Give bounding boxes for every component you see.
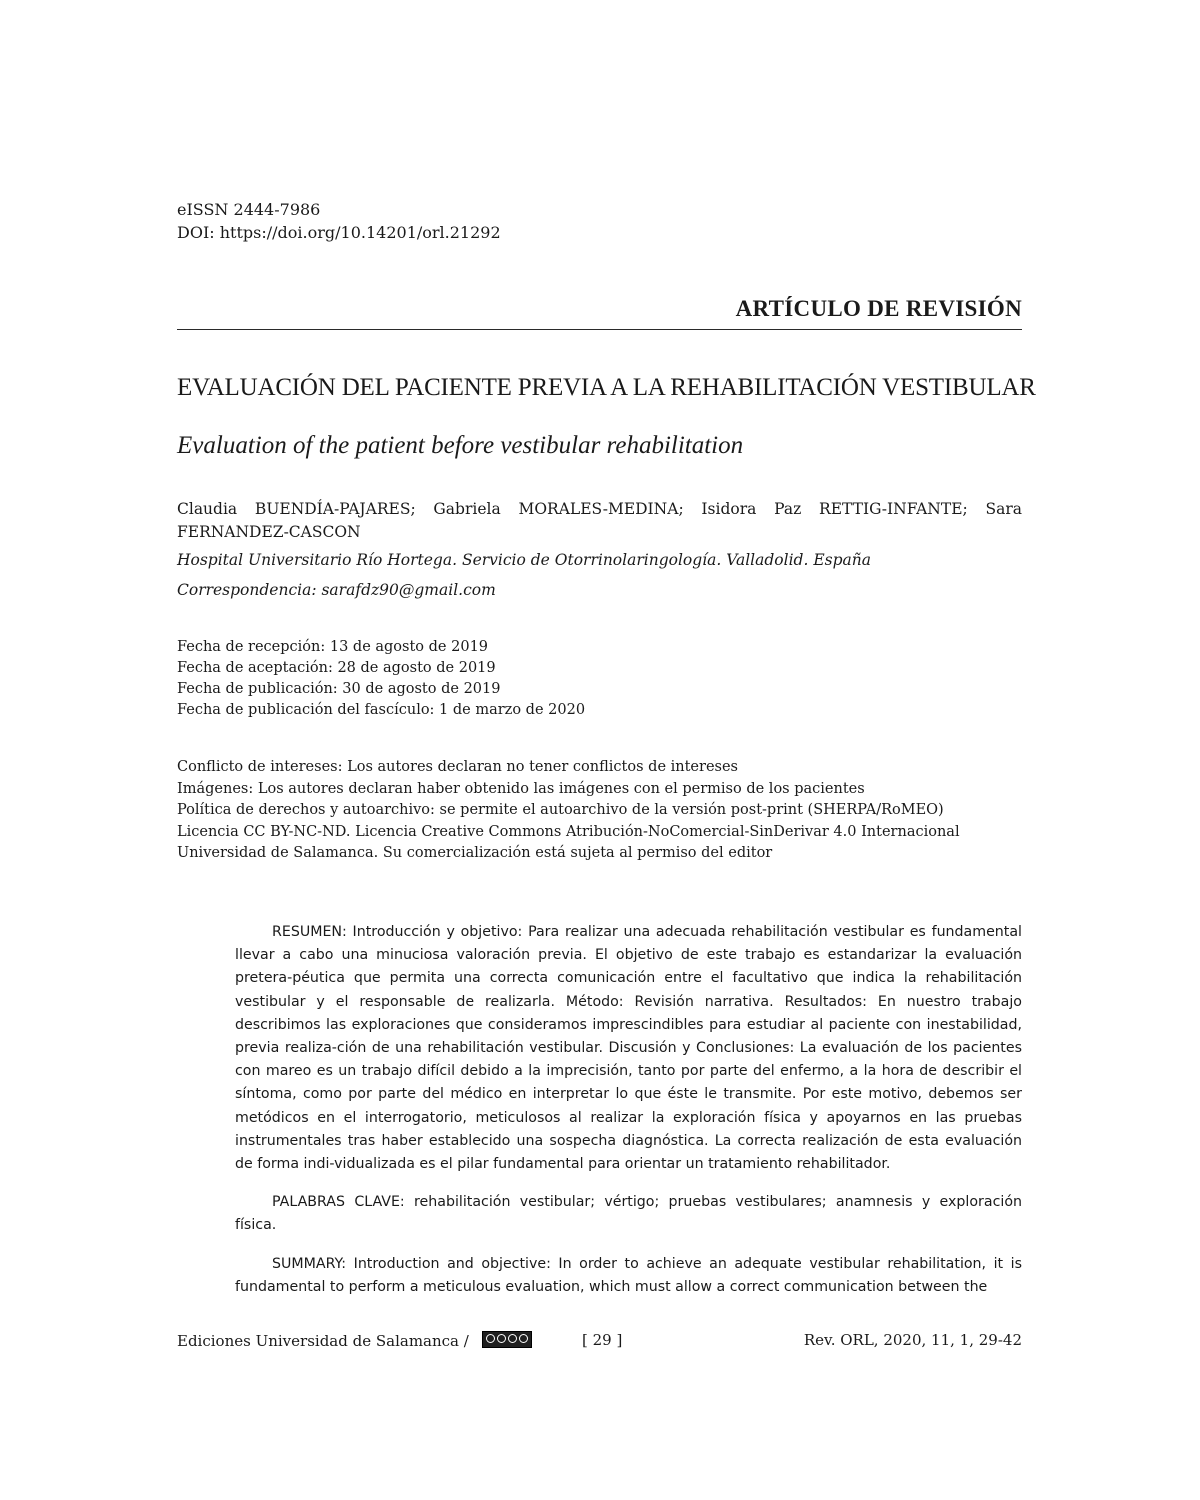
note-rights: Política de derechos y autoarchivo: se permite el autoarchivo de la versión post-print (SHERPA/RoMEO) [177,802,944,818]
header-divider [177,329,1022,330]
date-accepted: Fecha de aceptación: 28 de agosto de 2019 [177,660,496,676]
summary-paragraph: SUMMARY: Introduction and objective: In order to achieve an adequate vestibular rehabilitation, it is fundamental to perform a meticulous evaluation, which must allow a correct communication between the [235,1255,1022,1295]
journal-identifiers [177,198,501,244]
article-type: ARTÍCULO DE REVISIÓN [735,296,1022,321]
journal-citation: Rev. ORL, 2020, 11, 1, 29-42 [803,1331,1022,1349]
authors: Claudia BUENDÍA-PAJARES; Gabriela MORALES-MEDINA; Isidora Paz RETTIG-INFANTE; Sara FERNANDEZ-CASCON [177,500,1022,541]
correspondence[interactable]: Correspondencia: sarafdz90@gmail.com [177,581,496,599]
note-conflict: Conflicto de intereses: Los autores declaran no tener conflictos de intereses [177,759,738,775]
note-images: Imágenes: Los autores declaran haber obtenido las imágenes con el permiso de los pacientes [177,780,865,797]
note-university: Universidad de Salamanca. Su comercialización está sujeta al permiso del editor [177,845,773,861]
resumen-paragraph: RESUMEN: Introducción y objetivo: Para realizar una adecuada rehabilitación vestibular es fundamental llevar a cabo una minuciosa valoración previa. El objetivo de este trabajo es estandarizar la evaluación pretera-péutica que permita una correcta comunicación entre el facultativo que indica la rehabilitación vestibular y el responsable de realizarla. Método: Revisión narrativa. Resultados: En nuestro trabajo describimos las exploraciones que consideramos imprescindibles para estudiar al paciente con inestabilidad, previa realiza-ción de una rehabilitación vestibular. Discusión y Conclusiones: La evaluación de los pacientes con mareo es un trabajo difícil debido a la imprecisión, tanto por parte del enfermo, a la hora de describir el síntoma, como por parte del médico en interpretar lo que éste le transmite. Por este motivo, debemos ser metódicos en el interrogatorio, meticulosos al realizar la exploración física y apoyarnos en las pruebas instrumentales tras haber establecido una sospecha diagnóstica. La correcta realización de esta evaluación de forma indi-vidualizada es el pilar fundamental para orientar un tratamiento rehabilitador. [235,924,1022,1173]
footer-publisher [177,1331,532,1350]
keywords-paragraph: PALABRAS CLAVE: rehabilitación vestibular; vértigo; pruebas vestibulares; anamnesis y exploración física. [235,1194,1022,1234]
eissn: eISSN 2444-7986 [177,200,321,219]
cc-license-icon [482,1331,532,1348]
editorial-notes [177,757,960,865]
date-published: Fecha de publicación: 30 de agosto de 2019 [177,681,501,697]
title-spanish: EVALUACIÓN DEL PACIENTE PREVIA A LA REHABILITACIÓN VESTIBULAR [177,374,1036,401]
note-license: Licencia CC BY-NC-ND. Licencia Creative Commons Atribución-NoComercial-SinDerivar 4.0 Internacional [177,823,960,840]
abstract-block [235,921,1022,1314]
affiliation: Hospital Universitario Río Hortega. Servicio de Otorrinolaringología. Valladolid. España [177,551,871,569]
doi[interactable]: DOI: https://doi.org/10.14201/orl.21292 [177,223,501,242]
date-issue-published: Fecha de publicación del fascículo: 1 de marzo de 2020 [177,702,586,718]
date-received: Fecha de recepción: 13 de agosto de 2019 [177,639,489,655]
page-number: [ 29 ] [582,1331,623,1349]
publication-dates [177,637,585,721]
title-english: Evaluation of the patient before vestibular rehabilitation [177,432,744,459]
publisher-name: Ediciones Universidad de Salamanca / [177,1332,469,1350]
